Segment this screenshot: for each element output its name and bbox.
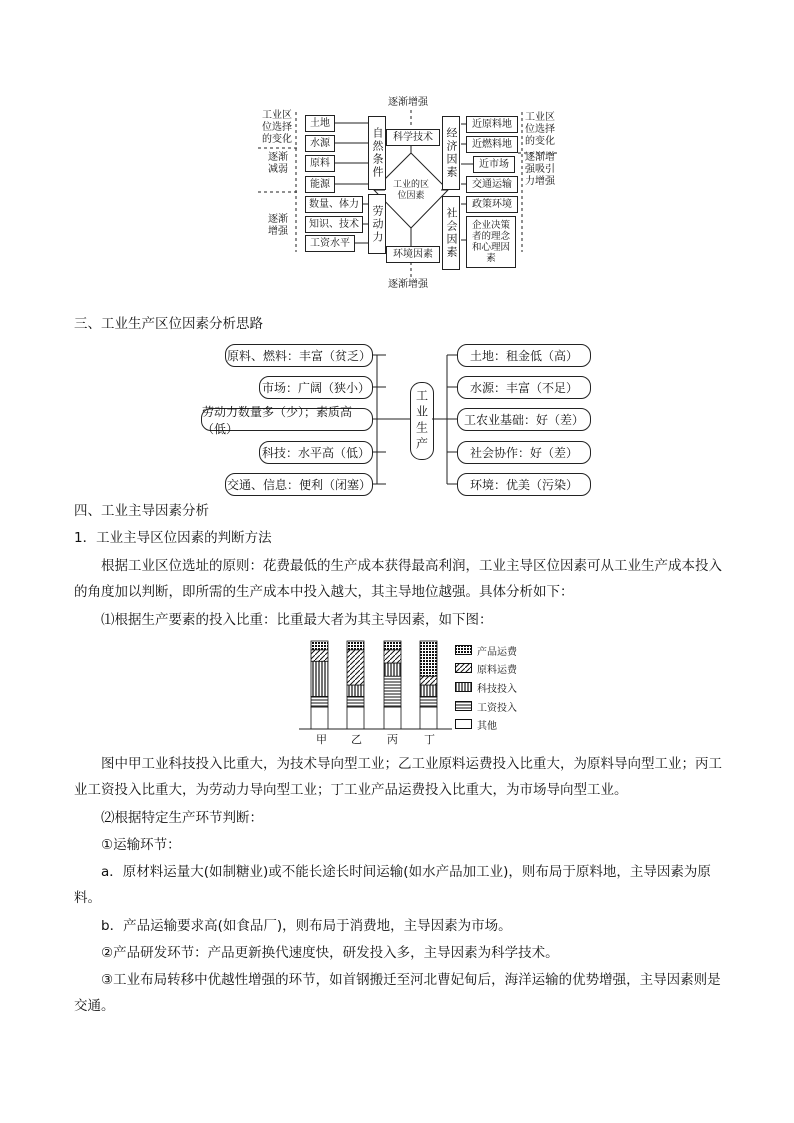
paragraph-chart-explanation: 图中甲工业科技投入比重大，为技术导向型工业；乙工业原料运费投入比重大，为原料导向型工业；丙工业工资投入比重大，为劳动力导向型工业；丁工业产品运费投入比重大，为市场导向型工业。 (74, 756, 722, 798)
section4-heading: 四、工业主导因素分析 (74, 503, 209, 519)
bar-segment-甲-科技投入 (311, 661, 328, 696)
box-transport: 交通运输 (466, 176, 518, 193)
bar-segment-乙-科技投入 (347, 685, 364, 696)
box-energy: 能源 (305, 176, 335, 193)
legend-label-raw: 原料运费 (477, 665, 517, 676)
right-label-change: 工业区位选择的变化 (525, 112, 555, 147)
section4-sub1: 1．工业主导区位因素的判断方法 (74, 530, 272, 546)
box-labor-knowledge: 知识、技术 (305, 216, 363, 233)
factor-raw-fuel: 原料、燃料：丰富（贫乏） (225, 344, 373, 367)
left-label-change: 工业区位选择的变化 (262, 110, 292, 145)
legend-label-product: 产品运费 (477, 647, 517, 658)
box-social-factors: 社会因素 (442, 196, 460, 270)
legend-swatch-wage (455, 701, 473, 712)
box-near-market: 近市场 (473, 156, 515, 173)
paragraph-method1: ⑴根据生产要素的投入比重：比重最大者为其主导因素，如下图： (101, 612, 493, 628)
x-label-bing: 丙 (387, 733, 398, 746)
bar-segment-丙-其他 (384, 707, 401, 729)
right-label-attract: 逐渐增强吸引力增强 (525, 152, 555, 187)
bar-segment-乙-其他 (347, 707, 364, 729)
box-land: 土地 (305, 115, 335, 132)
bar-segment-乙-产品运费 (347, 641, 364, 650)
bar-segment-丙-产品运费 (384, 641, 401, 650)
factor-social-cooperation: 社会协作：好（差） (457, 441, 591, 464)
paragraph-principle: 根据工业区位选址的原则：花费最低的生产成本获得最高利润，工业主导区位因素可从工业生产成本投入的角度加以判断，即所需的生产成本中投入越大，其主导地位越强。具体分析如下： (74, 558, 722, 600)
bar-segment-乙-原料运费 (347, 650, 364, 685)
box-near-raw-material: 近原料地 (466, 116, 518, 133)
factor-transport-info: 交通、信息：便利（闭塞） (225, 473, 373, 496)
bar-segment-丙-工资投入 (384, 676, 401, 707)
bar-segment-甲-其他 (311, 707, 328, 729)
factor-industrial-base: 工农业基础：好（差） (457, 408, 591, 431)
left-label-weaken: 逐渐减弱 (268, 152, 288, 175)
center-location-factors: 工业的区位因素 (392, 180, 429, 201)
bar-segment-丁-其他 (420, 707, 437, 729)
diagram1-top-label: 逐渐增强 (388, 97, 428, 108)
box-wage-level: 工资水平 (305, 235, 355, 252)
diagram1-bottom-label: 逐渐增强 (388, 279, 428, 290)
paragraph-rd-stage: ②产品研发环节：产品更新换代速度快，研发投入多，主导因素为科学技术。 (101, 945, 559, 961)
legend-tech-input (455, 680, 517, 695)
factor-land: 土地：租金低（高） (457, 344, 591, 367)
paragraph-transport-stage: ①运输环节： (101, 837, 181, 853)
legend-other (455, 717, 497, 732)
paragraph-transport-b: b．产品运输要求高(如食品厂)，则布局于消费地，主导因素为市场。 (101, 918, 512, 934)
box-decision-makers: 企业决策者的理念和心理因素 (466, 216, 516, 268)
legend-label-other: 其他 (477, 721, 497, 732)
box-water: 水源 (305, 135, 335, 152)
bar-segment-丙-科技投入 (384, 663, 401, 676)
bar-segment-丙-原料运费 (384, 650, 401, 663)
bar-segment-甲-产品运费 (311, 641, 328, 650)
factor-water: 水源：丰富（不足） (457, 376, 591, 399)
x-label-ding: 丁 (424, 733, 435, 746)
legend-swatch-product (455, 645, 473, 656)
box-science-tech: 科学技术 (386, 129, 440, 146)
box-raw-material: 原料 (305, 155, 335, 172)
bar-segment-甲-原料运费 (311, 650, 328, 661)
box-labor: 劳动力 (368, 194, 386, 254)
box-policy: 政策环境 (466, 196, 518, 213)
factor-market: 市场：广阔（狭小） (259, 376, 373, 399)
legend-product-freight (455, 643, 517, 658)
legend-label-tech: 科技投入 (477, 684, 517, 695)
bar-segment-丁-工资投入 (420, 696, 437, 707)
box-natural-conditions: 自然条件 (368, 116, 386, 190)
legend-swatch-other (455, 719, 473, 730)
factor-labor: 劳动力数量多（少）；素质高（低） (201, 408, 373, 431)
bar-segment-丁-原料运费 (420, 676, 437, 685)
box-labor-quantity: 数量、体力 (305, 196, 363, 213)
paragraph-relocation: ③工业布局转移中优越性增强的环节，如首钢搬迁至河北曹妃甸后，海洋运输的优势增强，主导因素则是交通。 (74, 972, 721, 1014)
bar-segment-乙-工资投入 (347, 696, 364, 707)
legend-swatch-tech (455, 682, 473, 693)
legend-raw-freight (455, 661, 517, 676)
section3-heading: 三、工业生产区位因素分析思路 (74, 316, 263, 332)
left-label-strengthen: 逐渐增强 (268, 214, 288, 237)
legend-wage-input (455, 699, 517, 714)
industrial-production-center: 工业生产 (410, 382, 434, 460)
paragraph-method2: ⑵根据特定生产环节判断： (101, 810, 263, 826)
chart-bars (311, 641, 437, 729)
bar-segment-丁-科技投入 (420, 685, 437, 696)
factor-environment: 环境：优美（污染） (457, 473, 591, 496)
bar-segment-甲-工资投入 (311, 696, 328, 707)
legend-swatch-raw (455, 663, 473, 674)
x-label-yi: 乙 (351, 733, 362, 746)
box-near-fuel: 近燃料地 (466, 136, 518, 153)
x-label-jia: 甲 (316, 733, 327, 746)
box-economic-factors: 经济因素 (442, 116, 460, 190)
legend-label-wage: 工资投入 (477, 703, 517, 714)
paragraph-transport-a: a．原材料运量大(如制糖业)或不能长途长时间运输(如水产品加工业)，则布局于原料地，主导因素为原料。 (74, 864, 711, 906)
factor-tech: 科技：水平高（低） (259, 441, 373, 464)
bar-segment-丁-产品运费 (420, 641, 437, 676)
box-environment: 环境因素 (386, 246, 440, 263)
